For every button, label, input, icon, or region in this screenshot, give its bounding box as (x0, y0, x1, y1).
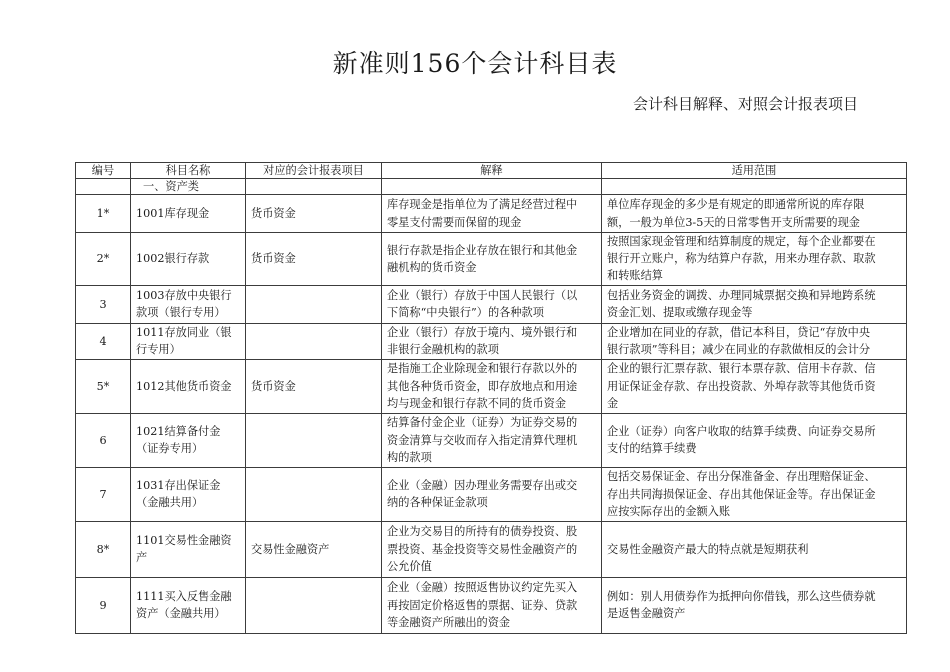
table-body (76, 179, 907, 634)
scope: 单位库存现金的多少是有规定的即通常所说的库存限 额，一般为单位3-5天的日常零售开支所需要的现金 (602, 195, 907, 233)
row-number: 9 (76, 577, 131, 633)
account-name: 1001库存现金 (131, 195, 246, 233)
explanation: 企业（金融）按照返售协议约定先买入 再按固定价格返售的票据、证券、贷款 等金融资产所融出的资金 (382, 577, 602, 633)
report-item (246, 467, 382, 521)
account-name: 1003存放中央银行 款项（银行专用） (131, 285, 246, 323)
table-row (76, 413, 907, 467)
account-name: 1002银行存款 (131, 233, 246, 286)
report-item: 货币资金 (246, 233, 382, 286)
explanation: 企业（金融）因办理业务需要存出或交 纳的各种保证金款项 (382, 467, 602, 521)
table-row (76, 577, 907, 633)
explanation: 银行存款是指企业存放在银行和其他金 融机构的货币资金 (382, 233, 602, 286)
table-header-row (76, 163, 907, 179)
row-number: 3 (76, 285, 131, 323)
row-number: 1* (76, 195, 131, 233)
header-explanation: 解释 (382, 163, 602, 179)
explanation: 库存现金是指单位为了满足经营过程中 零星支付需要而保留的现金 (382, 195, 602, 233)
explanation: 是指施工企业除现金和银行存款以外的 其他各种货币资金，即存放地点和用途 均与现金和银行存款不同的货币资金 (382, 359, 602, 413)
table-row (76, 323, 907, 359)
table-row (76, 521, 907, 577)
header-report-item: 对应的会计报表项目 (246, 163, 382, 179)
row-number: 7 (76, 467, 131, 521)
document-subtitle: 会计科目解释、对照会计报表项目 (632, 95, 858, 113)
row-number: 6 (76, 413, 131, 467)
explanation: 结算备付金企业（证券）为证券交易的 资金清算与交收而存入指定清算代理机 构的款项 (382, 413, 602, 467)
scope: 企业的银行汇票存款、银行本票存款、信用卡存款、信 用证保证金存款、存出投资款、外埠存款等其他货币资 金 (602, 359, 907, 413)
account-table (75, 162, 907, 634)
section-row-assets (76, 179, 907, 195)
explanation: 企业为交易目的所持有的债券投资、股 票投资、基金投资等交易性金融资产的 公允价值 (382, 521, 602, 577)
row-number: 2* (76, 233, 131, 286)
table-row (76, 233, 907, 286)
scope: 交易性金融资产最大的特点就是短期获利 (602, 521, 907, 577)
document-title: 新准则156个会计科目表 (332, 49, 618, 78)
header-number: 编号 (76, 163, 131, 179)
scope: 例如：别人用债券作为抵押向你借钱，那么这些债券就 是返售金融资产 (602, 577, 907, 633)
row-number: 8* (76, 521, 131, 577)
account-name: 1012其他货币资金 (131, 359, 246, 413)
row-number: 4 (76, 323, 131, 359)
account-name: 1021结算备付金 （证券专用） (131, 413, 246, 467)
section-label: 一、资产类 (131, 179, 246, 195)
report-item: 货币资金 (246, 359, 382, 413)
scope: 包括交易保证金、存出分保准备金、存出理赔保证金、 存出共同海损保证金、存出其他保证金等。存出保证金 应按实际存出的金额入账 (602, 467, 907, 521)
scope: 按照国家现金管理和结算制度的规定，每个企业都要在 银行开立账户，称为结算户存款，用来办理存款、取款 和转账结算 (602, 233, 907, 286)
explanation: 企业（银行）存放于境内、境外银行和 非银行金融机构的款项 (382, 323, 602, 359)
table-row (76, 359, 907, 413)
table-row (76, 285, 907, 323)
explanation: 企业（银行）存放于中国人民银行（以 下简称“中央银行”）的各种款项 (382, 285, 602, 323)
row-number: 5* (76, 359, 131, 413)
scope: 包括业务资金的调拨、办理同城票据交换和异地跨系统 资金汇划、提取或缴存现金等 (602, 285, 907, 323)
account-name: 1111买入反售金融 资产（金融共用） (131, 577, 246, 633)
account-name: 1101交易性金融资 产 (131, 521, 246, 577)
report-item (246, 285, 382, 323)
report-item: 交易性金融资产 (246, 521, 382, 577)
header-account-name: 科目名称 (131, 163, 246, 179)
account-name: 1031存出保证金 （金融共用） (131, 467, 246, 521)
report-item (246, 413, 382, 467)
report-item (246, 323, 382, 359)
table-row (76, 467, 907, 521)
scope: 企业增加在同业的存款，借记本科目，贷记“存放中央 银行款项”等科目；减少在同业的存款做相反的会计分 (602, 323, 907, 359)
report-item: 货币资金 (246, 195, 382, 233)
table-row (76, 195, 907, 233)
scope: 企业（证券）向客户收取的结算手续费、向证券交易所 支付的结算手续费 (602, 413, 907, 467)
report-item (246, 577, 382, 633)
account-name: 1011存放同业（银 行专用） (131, 323, 246, 359)
header-scope: 适用范围 (602, 163, 907, 179)
